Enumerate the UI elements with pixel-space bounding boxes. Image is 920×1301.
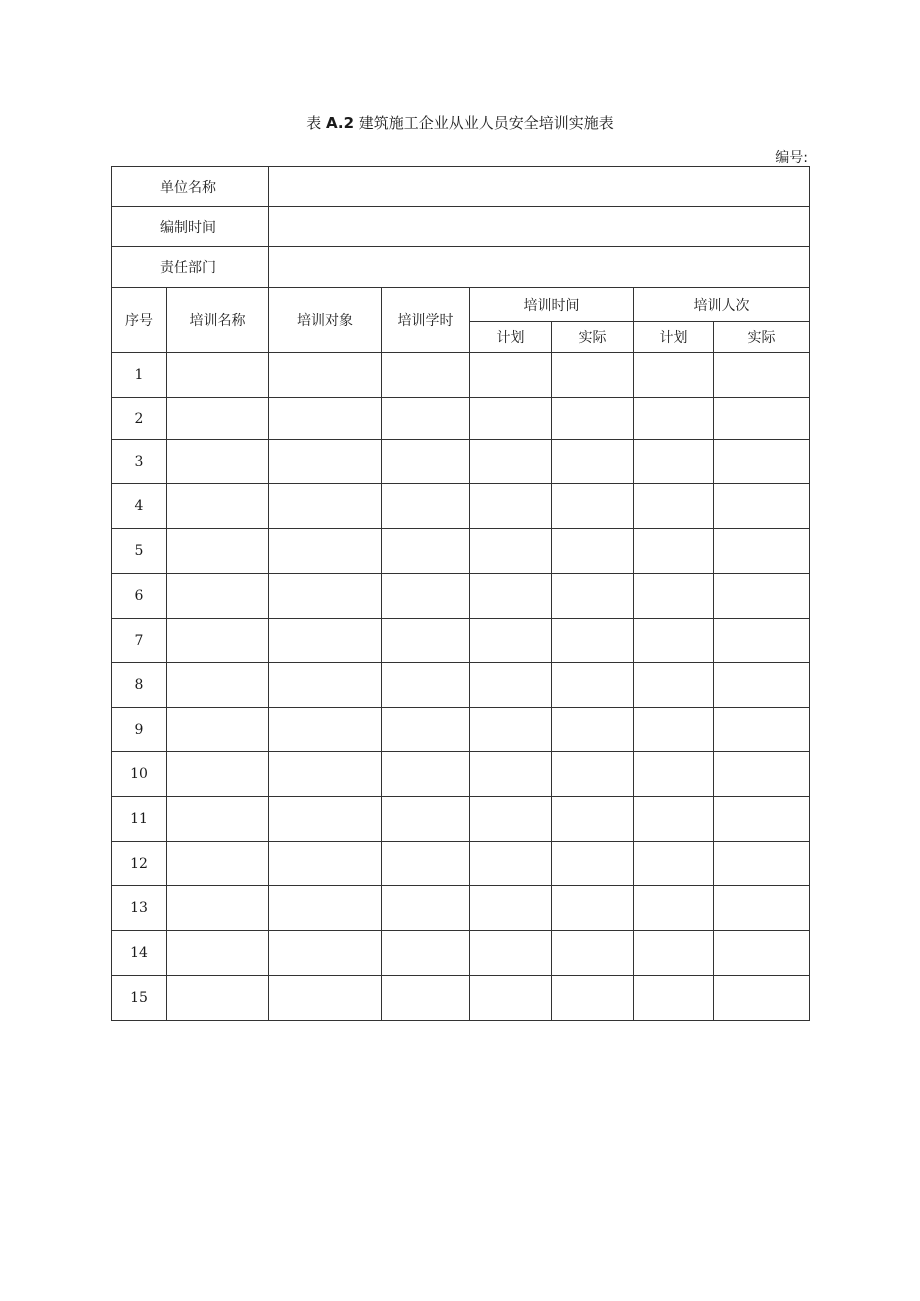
table-cell[interactable] bbox=[634, 931, 714, 976]
row-number: 9 bbox=[112, 708, 167, 752]
info-value-cell[interactable] bbox=[269, 167, 810, 207]
info-label: 责任部门 bbox=[112, 247, 269, 288]
table-cell[interactable] bbox=[552, 931, 634, 976]
title-text: 建筑施工企业从业人员安全培训实施表 bbox=[358, 114, 614, 132]
row-number: 12 bbox=[112, 842, 167, 886]
page-title bbox=[0, 112, 920, 133]
data-rows bbox=[112, 353, 810, 1021]
table-cell[interactable] bbox=[714, 398, 810, 440]
table-cell[interactable] bbox=[714, 842, 810, 886]
table-cell[interactable] bbox=[470, 931, 552, 976]
table-cell[interactable] bbox=[634, 663, 714, 708]
table-cell[interactable] bbox=[470, 886, 552, 931]
table-row bbox=[112, 797, 810, 842]
table-cell[interactable] bbox=[382, 842, 470, 886]
table-cell[interactable] bbox=[552, 574, 634, 619]
row-number: 13 bbox=[112, 886, 167, 931]
table-cell[interactable] bbox=[714, 529, 810, 574]
table-cell[interactable] bbox=[714, 708, 810, 752]
table-cell[interactable] bbox=[470, 752, 552, 797]
serial-number-label: 编号: bbox=[775, 150, 808, 166]
row-number: 6 bbox=[112, 574, 167, 619]
table-cell[interactable] bbox=[269, 976, 382, 1021]
info-row-department bbox=[112, 247, 810, 288]
table-cell[interactable] bbox=[634, 886, 714, 931]
table-cell[interactable] bbox=[714, 353, 810, 398]
table-cell[interactable] bbox=[167, 886, 269, 931]
header-time-actual: 实际 bbox=[552, 322, 634, 353]
info-label: 单位名称 bbox=[112, 167, 269, 207]
table-row bbox=[112, 708, 810, 752]
header-count-actual: 实际 bbox=[714, 322, 810, 353]
table-cell[interactable] bbox=[382, 663, 470, 708]
table-row bbox=[112, 976, 810, 1021]
table-cell[interactable] bbox=[634, 484, 714, 529]
table-cell[interactable] bbox=[714, 886, 810, 931]
row-number: 2 bbox=[112, 398, 167, 440]
table-cell[interactable] bbox=[382, 708, 470, 752]
table-cell[interactable] bbox=[714, 976, 810, 1021]
table-cell[interactable] bbox=[470, 398, 552, 440]
table-cell[interactable] bbox=[634, 976, 714, 1021]
table-row bbox=[112, 484, 810, 529]
table-cell[interactable] bbox=[470, 842, 552, 886]
table-cell[interactable] bbox=[167, 353, 269, 398]
table-cell[interactable] bbox=[269, 574, 382, 619]
row-number: 3 bbox=[112, 440, 167, 484]
table-cell[interactable] bbox=[167, 842, 269, 886]
table-cell[interactable] bbox=[552, 663, 634, 708]
table-cell[interactable] bbox=[167, 398, 269, 440]
table-row bbox=[112, 752, 810, 797]
header-count-plan: 计划 bbox=[634, 322, 714, 353]
table-cell[interactable] bbox=[167, 440, 269, 484]
table-cell[interactable] bbox=[167, 931, 269, 976]
row-number: 11 bbox=[112, 797, 167, 842]
title-code: A.2 bbox=[325, 114, 355, 132]
table-cell[interactable] bbox=[470, 976, 552, 1021]
table-cell[interactable] bbox=[634, 797, 714, 842]
table-cell[interactable] bbox=[634, 752, 714, 797]
table-cell[interactable] bbox=[634, 440, 714, 484]
table-cell[interactable] bbox=[552, 708, 634, 752]
row-number: 10 bbox=[112, 752, 167, 797]
table-cell[interactable] bbox=[634, 708, 714, 752]
table-cell[interactable] bbox=[552, 353, 634, 398]
table-row bbox=[112, 529, 810, 574]
table-cell[interactable] bbox=[470, 440, 552, 484]
info-row-date bbox=[112, 207, 810, 247]
info-value-cell[interactable] bbox=[269, 207, 810, 247]
table-cell[interactable] bbox=[470, 353, 552, 398]
table-cell[interactable] bbox=[382, 931, 470, 976]
info-row-unit bbox=[112, 167, 810, 207]
table-cell[interactable] bbox=[269, 663, 382, 708]
table-cell[interactable] bbox=[714, 797, 810, 842]
header-hours: 培训学时 bbox=[382, 288, 470, 353]
table-cell[interactable] bbox=[470, 619, 552, 663]
header-count: 培训人次 bbox=[634, 288, 810, 322]
header-row-top bbox=[112, 288, 810, 322]
header-name: 培训名称 bbox=[167, 288, 269, 353]
table-cell[interactable] bbox=[552, 529, 634, 574]
table-cell[interactable] bbox=[269, 931, 382, 976]
table-cell[interactable] bbox=[552, 440, 634, 484]
table-cell[interactable] bbox=[269, 752, 382, 797]
table-cell[interactable] bbox=[552, 619, 634, 663]
table-cell[interactable] bbox=[552, 797, 634, 842]
table-row bbox=[112, 353, 810, 398]
table-cell[interactable] bbox=[167, 976, 269, 1021]
table-row bbox=[112, 398, 810, 440]
table-cell[interactable] bbox=[269, 886, 382, 931]
table-cell[interactable] bbox=[382, 797, 470, 842]
table-cell[interactable] bbox=[167, 619, 269, 663]
table-cell[interactable] bbox=[470, 797, 552, 842]
table-cell[interactable] bbox=[269, 484, 382, 529]
header-time: 培训时间 bbox=[470, 288, 634, 322]
header-time-plan: 计划 bbox=[470, 322, 552, 353]
row-number: 15 bbox=[112, 976, 167, 1021]
table-cell[interactable] bbox=[634, 353, 714, 398]
table-cell[interactable] bbox=[167, 484, 269, 529]
table-cell[interactable] bbox=[382, 752, 470, 797]
table-cell[interactable] bbox=[382, 976, 470, 1021]
table-row bbox=[112, 663, 810, 708]
table-cell[interactable] bbox=[269, 529, 382, 574]
table-cell[interactable] bbox=[269, 842, 382, 886]
table-cell[interactable] bbox=[382, 353, 470, 398]
table-cell[interactable] bbox=[470, 529, 552, 574]
table-cell[interactable] bbox=[269, 708, 382, 752]
table-cell[interactable] bbox=[269, 353, 382, 398]
header-seq: 序号 bbox=[112, 288, 167, 353]
table-cell[interactable] bbox=[552, 398, 634, 440]
table-row bbox=[112, 842, 810, 886]
table-cell[interactable] bbox=[167, 663, 269, 708]
training-form-table bbox=[111, 166, 810, 1021]
table-cell[interactable] bbox=[634, 529, 714, 574]
table-row bbox=[112, 931, 810, 976]
row-number: 4 bbox=[112, 484, 167, 529]
row-number: 7 bbox=[112, 619, 167, 663]
row-number: 8 bbox=[112, 663, 167, 708]
table-cell[interactable] bbox=[634, 619, 714, 663]
table-cell[interactable] bbox=[269, 398, 382, 440]
table-cell[interactable] bbox=[382, 529, 470, 574]
table-cell[interactable] bbox=[167, 529, 269, 574]
table-cell[interactable] bbox=[269, 440, 382, 484]
table-row bbox=[112, 574, 810, 619]
table-cell[interactable] bbox=[634, 398, 714, 440]
table-cell[interactable] bbox=[552, 752, 634, 797]
table-cell[interactable] bbox=[382, 619, 470, 663]
table-cell[interactable] bbox=[470, 663, 552, 708]
table-cell[interactable] bbox=[269, 619, 382, 663]
row-number: 14 bbox=[112, 931, 167, 976]
table-cell[interactable] bbox=[552, 484, 634, 529]
table-cell[interactable] bbox=[470, 574, 552, 619]
table-cell[interactable] bbox=[714, 440, 810, 484]
table-cell[interactable] bbox=[167, 708, 269, 752]
table-cell[interactable] bbox=[382, 440, 470, 484]
table-row bbox=[112, 440, 810, 484]
table-cell[interactable] bbox=[167, 797, 269, 842]
title-prefix: 表 bbox=[306, 114, 322, 132]
table-cell[interactable] bbox=[714, 574, 810, 619]
table-cell[interactable] bbox=[382, 574, 470, 619]
table-row bbox=[112, 619, 810, 663]
table-cell[interactable] bbox=[470, 484, 552, 529]
table-cell[interactable] bbox=[552, 886, 634, 931]
table-cell[interactable] bbox=[714, 619, 810, 663]
table-cell[interactable] bbox=[382, 484, 470, 529]
table-cell[interactable] bbox=[714, 931, 810, 976]
table-cell[interactable] bbox=[470, 708, 552, 752]
table-cell[interactable] bbox=[382, 886, 470, 931]
header-target: 培训对象 bbox=[269, 288, 382, 353]
table-cell[interactable] bbox=[167, 574, 269, 619]
table-cell[interactable] bbox=[714, 752, 810, 797]
table-cell[interactable] bbox=[552, 976, 634, 1021]
info-value-cell[interactable] bbox=[269, 247, 810, 288]
table-cell[interactable] bbox=[269, 797, 382, 842]
table-cell[interactable] bbox=[714, 663, 810, 708]
table-cell[interactable] bbox=[634, 842, 714, 886]
info-label: 编制时间 bbox=[112, 207, 269, 247]
table-cell[interactable] bbox=[382, 398, 470, 440]
row-number: 5 bbox=[112, 529, 167, 574]
row-number: 1 bbox=[112, 353, 167, 398]
table-cell[interactable] bbox=[634, 574, 714, 619]
table-cell[interactable] bbox=[167, 752, 269, 797]
table-row bbox=[112, 886, 810, 931]
table-cell[interactable] bbox=[552, 842, 634, 886]
table-cell[interactable] bbox=[714, 484, 810, 529]
